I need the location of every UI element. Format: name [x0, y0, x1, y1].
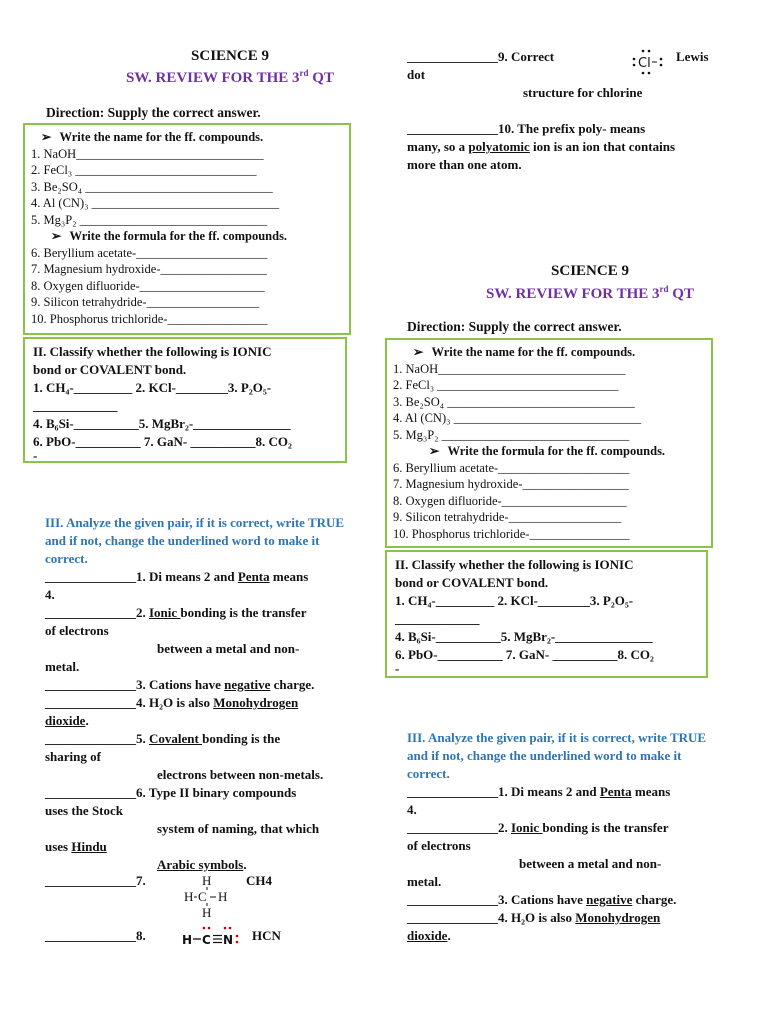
right-q1: ______________1. Di means 2 and Penta means: [407, 784, 671, 799]
left-q4-cont: dioxide.: [45, 713, 89, 728]
svg-text:C: C: [198, 889, 207, 904]
right-q4: ______________4. H₂O is also Monohydrogen: [407, 910, 661, 925]
right-part2-line: II. Classify whether the following is IONIC: [395, 557, 634, 572]
right-q2-cont: between a metal and non-: [519, 856, 662, 871]
left-q3: ______________3. Cations have negative charge.: [45, 677, 315, 692]
left-q6-cont: Arabic symbols.: [157, 857, 247, 872]
left-q4: ______________4. H₂O is also Monohydrogen: [45, 695, 299, 710]
left-part1-item: 2. FeCl₃ _____________________________: [31, 163, 257, 177]
left-part3-questions: [45, 568, 365, 874]
right-q10: [407, 120, 727, 174]
right-q10-line: many, so a polyatomic ion is an ion that contains: [407, 139, 675, 154]
right-part2-line: bond or COVALENT bond.: [395, 575, 549, 590]
right-part1-item: 7. Magnesium hydroxide-_________________: [393, 477, 629, 491]
left-part1-item: 7. Magnesium hydroxide-_________________: [31, 262, 267, 276]
left-part2-line: 4. B₆Si-__________5. MgBr₂-_______________: [33, 416, 291, 431]
left-q5-cont: electrons between non-metals.: [157, 767, 324, 782]
left-part1-box: [23, 123, 351, 335]
svg-text:H: H: [218, 889, 228, 904]
left-q2-cont: between a metal and non-: [157, 641, 300, 656]
hcn-structure-diagram: [180, 922, 246, 950]
left-part1-item: 6. Beryllium acetate-_____________________: [31, 245, 268, 260]
right-q9-cont: Lewis: [676, 49, 709, 64]
left-part3-heading: III. Analyze the given pair, if it is correct, write TRUE and if not, change the underlined word to make it correct.: [45, 515, 345, 566]
left-part2-line: II. Classify whether the following is IONIC: [33, 344, 272, 359]
left-part2-line: _____________: [33, 398, 118, 413]
right-part2-line: 1. CH₄-_________ 2. KCl-________3. P₂O₅-: [395, 593, 634, 608]
left-part1-heading-a: ➢ Write the name for the ff. compounds.: [41, 130, 264, 144]
left-q6-cont: system of naming, that which: [157, 821, 320, 836]
left-q5-cont: sharing of: [45, 749, 101, 764]
svg-text:N: N: [223, 933, 234, 947]
left-part1-item: 8. Oxygen difluoride-____________________: [31, 278, 265, 293]
left-part2-line: -: [33, 448, 38, 463]
left-q8: ______________8.: [45, 928, 146, 943]
right-part1-item: 6. Beryllium acetate-_____________________: [393, 460, 630, 475]
right-q9-cont: structure for chlorine: [523, 85, 643, 100]
svg-text:H: H: [202, 905, 212, 920]
right-part1-heading-b: ➢ Write the formula for the ff. compounds.: [429, 444, 666, 458]
right-part1-item: 2. FeCl₃ _____________________________: [393, 378, 619, 392]
left-q1: ______________1. Di means 2 and Penta means: [45, 569, 309, 584]
right-part1-item: 4. Al (CN)₃ ______________________________: [393, 411, 642, 425]
right-part1-item: 8. Oxygen difluoride-____________________: [393, 493, 627, 508]
chlorine-symbol: Cl: [638, 56, 651, 71]
methane-structure-diagram: [178, 872, 238, 922]
left-part2-line: bond or COVALENT bond.: [33, 362, 187, 377]
svg-text:H: H: [202, 873, 212, 888]
left-part1-item: 4. Al (CN)₃ ______________________________: [31, 196, 280, 210]
right-part1-box: [385, 338, 713, 548]
left-part2-line: 6. PbO-__________ 7. GaN- __________8. CO₂: [33, 434, 292, 449]
right-part2-line: -: [395, 661, 400, 676]
right-q2-cont: metal.: [407, 874, 442, 889]
right-q2: ______________2. Ionic bonding is the transfer: [407, 820, 669, 835]
svg-text:H: H: [184, 889, 194, 904]
left-q6-cont: uses Hindu: [45, 839, 107, 854]
left-part1-item: 1. NaOH______________________________: [31, 146, 264, 161]
left-direction: Direction: Supply the correct answer.: [46, 105, 261, 120]
left-q5: ______________5. Covalent bonding is the: [45, 731, 281, 746]
right-q9: ______________9. Correct: [407, 49, 555, 64]
left-part1-item: 3. Be₂SO₄ ______________________________: [31, 179, 273, 194]
right-part2-line: 4. B₆Si-__________5. MgBr₂-_______________: [395, 629, 653, 644]
left-part1-item: 9. Silicon tetrahydride-__________________: [31, 295, 260, 309]
chlorine-lewis-structure: [630, 46, 666, 76]
left-q7-formula: CH4: [246, 873, 272, 888]
right-q2-cont: of electrons: [407, 838, 471, 853]
right-part1-item: 9. Silicon tetrahydride-__________________: [393, 510, 622, 524]
left-part1-item: 10. Phosphorus trichloride-________________: [31, 311, 268, 326]
right-part2-box: [385, 550, 708, 678]
right-part1-item: 5. Mg₃P₂ ______________________________: [393, 427, 630, 442]
left-q8-formula: HCN: [252, 928, 281, 943]
right-q9-cont: dot: [407, 67, 426, 82]
right-part1-item: 3. Be₂SO₄ ______________________________: [393, 394, 635, 409]
left-part1-item: 5. Mg₃P₂ ______________________________: [31, 212, 268, 227]
right-q10-line: ______________10. The prefix poly- means: [407, 121, 646, 136]
right-subtitle: SW. REVIEW FOR THE 3rd QT: [486, 284, 694, 302]
right-part1-item: 10. Phosphorus trichloride-________________: [393, 526, 630, 541]
right-direction: Direction: Supply the correct answer.: [407, 319, 622, 334]
svg-text:H: H: [182, 933, 193, 947]
left-q6-cont: uses the Stock: [45, 803, 124, 818]
left-q2-cont: metal.: [45, 659, 80, 674]
right-part3-questions: [407, 783, 737, 945]
left-q7: ______________7.: [45, 873, 146, 888]
right-part3-heading: III. Analyze the given pair, if it is correct, write TRUE and if not, change the underlined word to make it correct.: [407, 730, 707, 781]
right-part1-heading-a: ➢ Write the name for the ff. compounds.: [413, 345, 636, 359]
right-q3: ______________3. Cations have negative charge.: [407, 892, 677, 907]
left-subtitle: SW. REVIEW FOR THE 3rd QT: [126, 68, 334, 86]
right-q1-cont: 4.: [407, 802, 417, 817]
left-q1-cont: 4.: [45, 587, 55, 602]
left-title: SCIENCE 9: [191, 48, 269, 64]
right-part2-line: _____________: [395, 611, 480, 626]
right-q10-line: more than one atom.: [407, 157, 522, 172]
left-q2-cont: of electrons: [45, 623, 109, 638]
right-q4-cont: dioxide.: [407, 928, 451, 943]
right-part2-line: 6. PbO-__________ 7. GaN- __________8. CO₂: [395, 647, 654, 662]
right-title: SCIENCE 9: [551, 263, 629, 279]
left-q6: ______________6. Type II binary compounds: [45, 785, 297, 800]
left-part1-heading-b: ➢ Write the formula for the ff. compounds.: [51, 229, 288, 243]
svg-text:C: C: [202, 933, 211, 947]
left-part2-line: 1. CH₄-_________ 2. KCl-________3. P₂O₅-: [33, 380, 272, 395]
left-q2: ______________2. Ionic bonding is the transfer: [45, 605, 307, 620]
right-part1-item: 1. NaOH______________________________: [393, 361, 626, 376]
left-part2-box: [23, 337, 347, 463]
